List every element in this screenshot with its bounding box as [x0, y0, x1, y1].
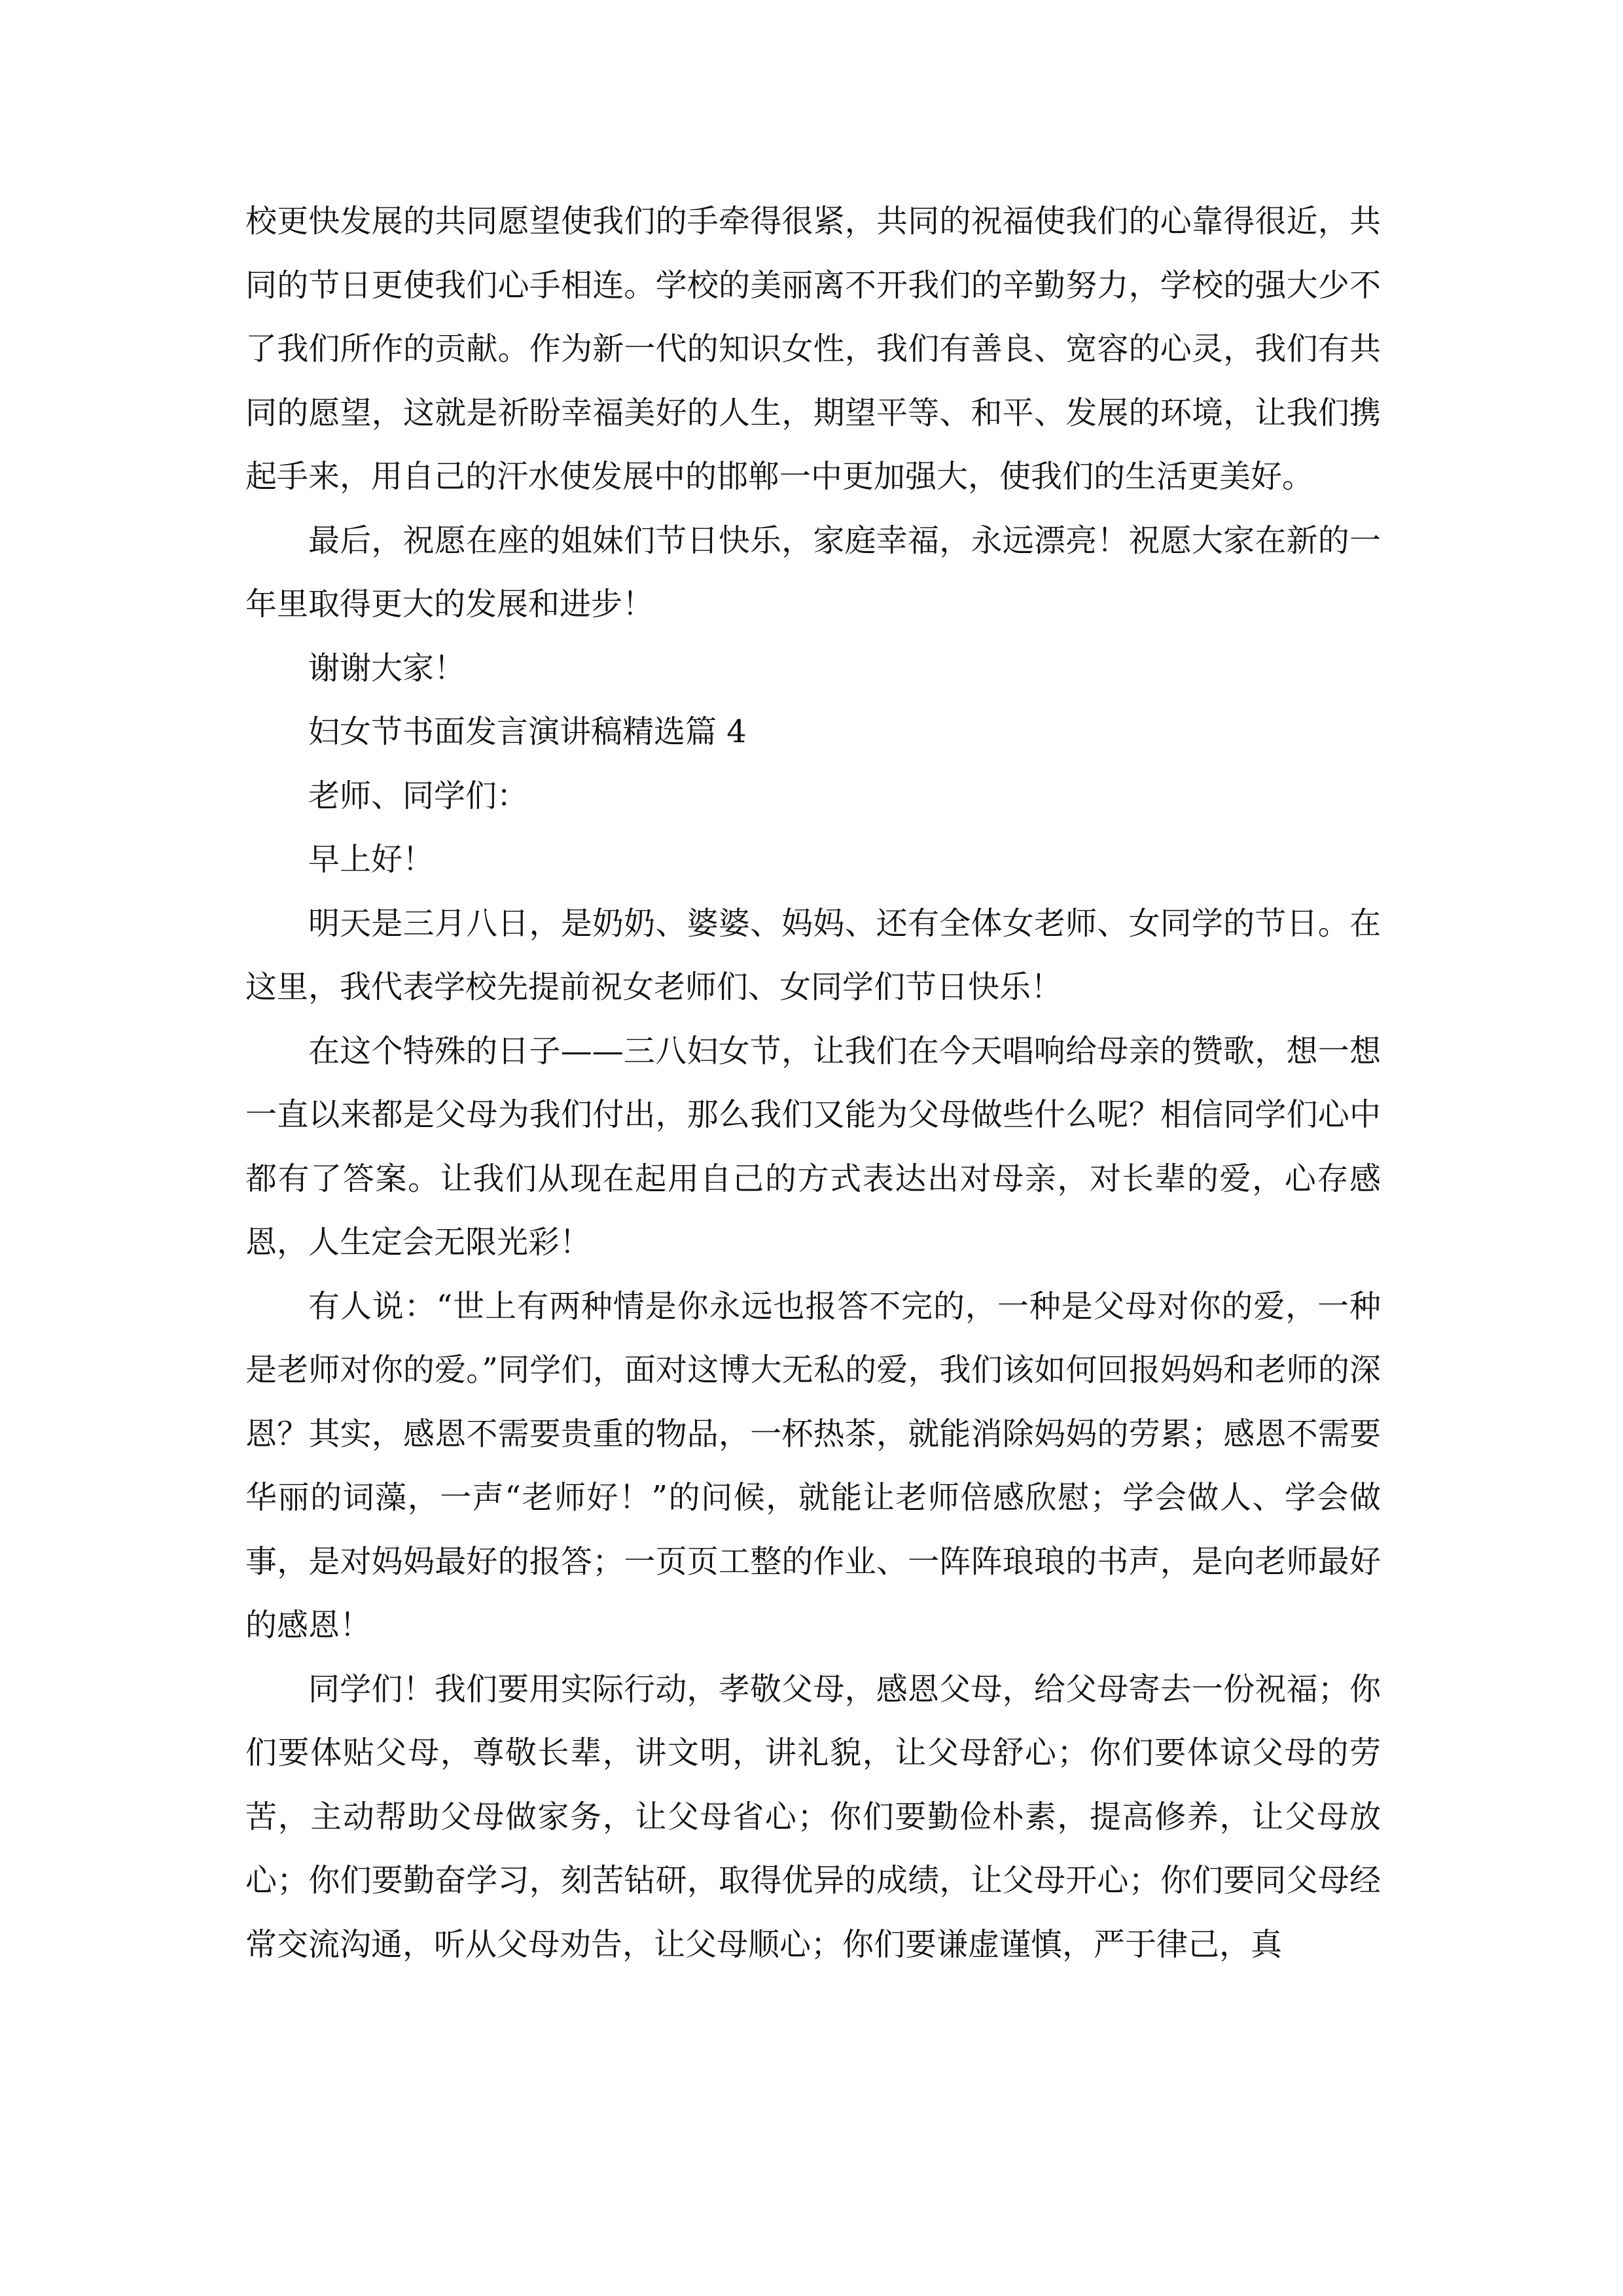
- document-body: [245, 190, 1381, 1977]
- paragraph-body: 明天是三月八日，是奶奶、婆婆、妈妈、还有全体女老师、女同学的节日。在这里，我代表学校先提前祝女老师们、女同学们节日快乐！: [245, 905, 1381, 1005]
- section-title: 妇女节书面发言演讲稿精选篇 4: [308, 713, 747, 750]
- paragraph-closing-wishes: 最后，祝愿在座的姐妹们节日快乐，家庭幸福，永远漂亮！祝愿大家在新的一年里取得更大的发展和进步！: [245, 522, 1381, 622]
- paragraph-body: 同学们！我们要用实际行动，孝敬父母，感恩父母，给父母寄去一份祝福；你们要体贴父母，尊敬长辈，讲文明，讲礼貌，让父母舒心；你们要体谅父母的劳苦，主动帮助父母做家务，让父母省心；你们要勤俭朴素，提高修养，让父母放心；你们要勤奋学习，刻苦钻研，取得优异的成绩，让父母开心；你们要同父母经常交流沟通，听从父母劝告，让父母顺心；你们要谦虚谨慎，严于律己，真: [245, 1670, 1381, 1963]
- paragraph-thanks: 谢谢大家！: [308, 649, 466, 687]
- paragraph-body: 在这个特殊的日子——三八妇女节，让我们在今天唱响给母亲的赞歌，想一想一直以来都是父母为我们付出，那么我们又能为父母做些什么呢？相信同学们心中都有了答案。让我们从现在起用自己的方式表达出对母亲，对长辈的爱，心存感恩，人生定会无限光彩！: [245, 1032, 1381, 1261]
- paragraph-body: 有人说：“世上有两种情是你永远也报答不完的，一种是父母对你的爱，一种是老师对你的爱。”同学们，面对这博大无私的爱，我们该如何回报妈妈和老师的深恩？其实，感恩不需要贵重的物品，一杯热茶，就能消除妈妈的劳累；感恩不需要华丽的词藻，一声“老师好！”的问候，就能让老师倍感欣慰；学会做人、学会做事，是对妈妈最好的报答；一页页工整的作业、一阵阵琅琅的书声，是向老师最好的感恩！: [245, 1287, 1381, 1643]
- paragraph-salutation: 老师、同学们：: [308, 777, 529, 814]
- paragraph-continued: 校更快发展的共同愿望使我们的手牵得很紧，共同的祝福使我们的心靠得很近，共同的节日更使我们心手相连。学校的美丽离不开我们的辛勤努力，学校的强大少不了我们所作的贡献。作为新一代的知识女性，我们有善良、宽容的心灵，我们有共同的愿望，这就是祈盼幸福美好的人生，期望平等、和平、发展的环境，让我们携起手来，用自己的汗水使发展中的邯郸一中更加强大，使我们的生活更美好。: [245, 203, 1381, 495]
- paragraph-greeting: 早上好！: [308, 841, 435, 878]
